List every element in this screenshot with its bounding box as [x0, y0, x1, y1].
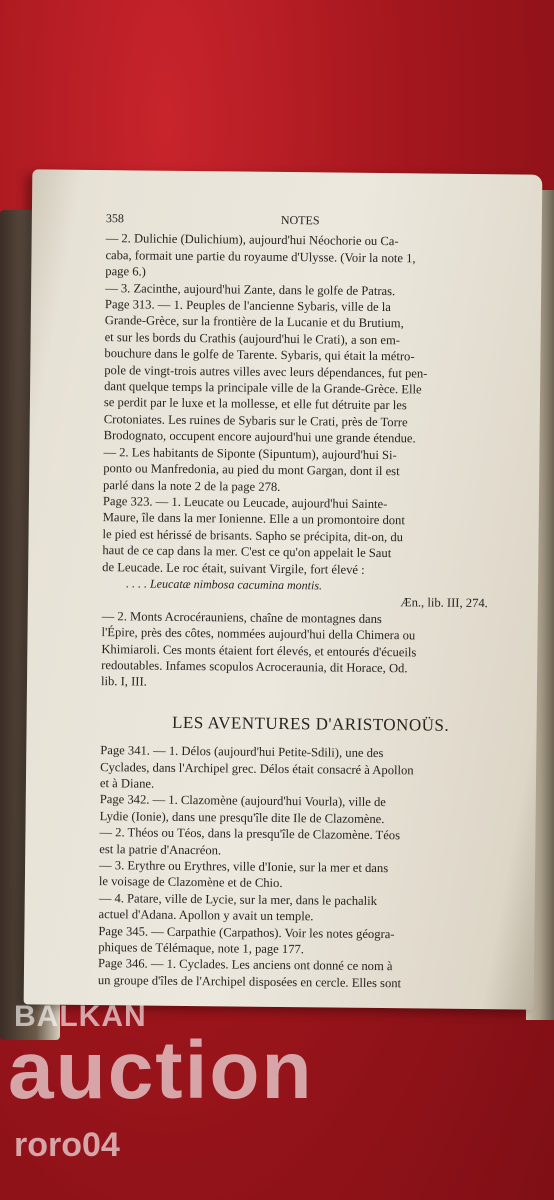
- text-line: le pied est hérissé de brisants. Sapho se précipita, dit-on, du: [102, 526, 404, 544]
- text-line: Cyclades, dans l'Archipel grec. Délos était consacré à Apollon: [100, 759, 414, 777]
- text-line: Page 341. — 1. Délos (aujourd'hui Petite-Sdili), une des: [100, 743, 384, 761]
- text-line: l'Épire, près des côtes, nommées aujourd'hui della Chimera ou: [101, 625, 416, 643]
- text-line: redoutables. Infames scopulos Acroceraunia, dit Horace, Od.: [101, 658, 408, 676]
- text-line: Page 342. — 1. Clazomène (aujourd'hui Vourla), ville de: [99, 792, 387, 810]
- quote-source: Æn., lib. III, 274.: [400, 595, 488, 611]
- text-line: Page 346. — 1. Cyclades. Les anciens ont donné ce nom à: [97, 956, 393, 974]
- text-line: et à Diane.: [99, 776, 155, 791]
- text-line: — 2. Les habitants de Siponte (Sipuntum), aujourd'hui Si-: [103, 444, 397, 462]
- text-line: dant quelque temps la principale ville de la Grande-Grèce. Elle: [104, 379, 422, 397]
- section-title: LES AVENTURES D'ARISTONOÜS.: [171, 712, 450, 735]
- text-line: page 6.): [105, 264, 146, 279]
- text-line: Brodognato, occupent encore aujourd'hui une grande étendue.: [103, 428, 416, 446]
- watermark: [0, 990, 554, 1200]
- watermark-username: roro04: [14, 1126, 120, 1164]
- text-line: Grande-Grèce, sur la frontière de la Lucanie et du Brutium,: [104, 313, 404, 331]
- latin-quote: . . . . Leucatæ nimbosa cacumina montis.: [125, 576, 323, 593]
- page-number: 358: [105, 211, 124, 226]
- text-line: le voisage de Clazomène et de Chio.: [98, 874, 283, 891]
- text-line: — 3. Zacinthe, aujourd'hui Zante, dans le golfe de Patras.: [105, 280, 396, 298]
- text-line: Maure, île dans la mer Ionienne. Elle a un promontoire dont: [102, 510, 405, 528]
- running-head-title: NOTES: [280, 212, 320, 228]
- text-line: ponto ou Manfredonia, au pied du mont Gargan, dont il est: [103, 461, 400, 479]
- text-line: — 2. Monts Acrocérauniens, chaîne de montagnes dans: [101, 608, 382, 626]
- text-line: pole de vingt-trois autres villes avec leurs dépendances, fut pen-: [104, 362, 428, 381]
- text-line: — 3. Erythre ou Erythres, ville d'Ionie, sur la mer et dans: [99, 858, 389, 876]
- text-line: lib. I, III.: [100, 674, 147, 689]
- text-line: haut de ce cap dans la mer. C'est ce qu'on appelait le Saut: [102, 543, 392, 561]
- text-line: — 2. Théos ou Téos, dans la presqu'île de Clazomène. Téos: [99, 825, 401, 843]
- book-page: [24, 169, 543, 1009]
- text-line: caba, formait une partie du royaume d'Ulysse. (Voir la note 1,: [105, 247, 416, 266]
- text-line: de Leucade. Le roc était, suivant Virgile, fort élevé :: [102, 559, 365, 577]
- text-line: — 2. Dulichie (Dulichium), aujourd'hui Néochorie ou Ca-: [105, 231, 399, 249]
- text-line: bouchure dans le golfe de Tarente. Sybaris, qui était la métro-: [104, 346, 415, 364]
- text-line: Lydie (Ionie), dans une presqu'île dite Ile de Clazomène.: [99, 808, 385, 826]
- page-text: [98, 210, 526, 993]
- text-line: Page 323. — 1. Leucate ou Leucade, aujourd'hui Sainte-: [102, 494, 388, 511]
- text-line: se perdit par le luxe et la mollesse, et elle fut détruite par les: [103, 395, 407, 413]
- text-line: Page 345. — Carpathie (Carpathos). Voir les notes géogra-: [98, 923, 395, 941]
- running-header: [106, 210, 526, 231]
- text-line: et sur les bords du Crathis (aujourd'hui le Crati), a son em-: [104, 329, 401, 348]
- watermark-brand-big: auction: [8, 1025, 314, 1116]
- text-line: Crotoniates. Les ruines de Sybaris sur le Crati, près de Torre: [103, 411, 408, 430]
- text-line: Page 313. — 1. Peuples de l'ancienne Sybaris, ville de la: [104, 297, 391, 315]
- text-line: actuel d'Adana. Apollon y avait un temple.: [98, 907, 314, 924]
- text-line: est la patrie d'Anacréon.: [99, 841, 222, 857]
- text-line: — 4. Patare, ville de Lycie, sur la mer, dans le pachalik: [98, 890, 378, 908]
- text-line: phiques de Télémaque, note 1, page 177.: [98, 940, 305, 957]
- watermark-brand-small: BALKAN: [14, 1000, 147, 1033]
- text-line: Khimiaroli. Ces monts étaient fort élevés, et entourés d'écueils: [101, 641, 417, 659]
- text-line: parlé dans la note 2 de la page 278.: [103, 477, 281, 494]
- text-line: un groupe d'îles de l'Archipel disposées en cercle. Elles sont: [97, 972, 402, 991]
